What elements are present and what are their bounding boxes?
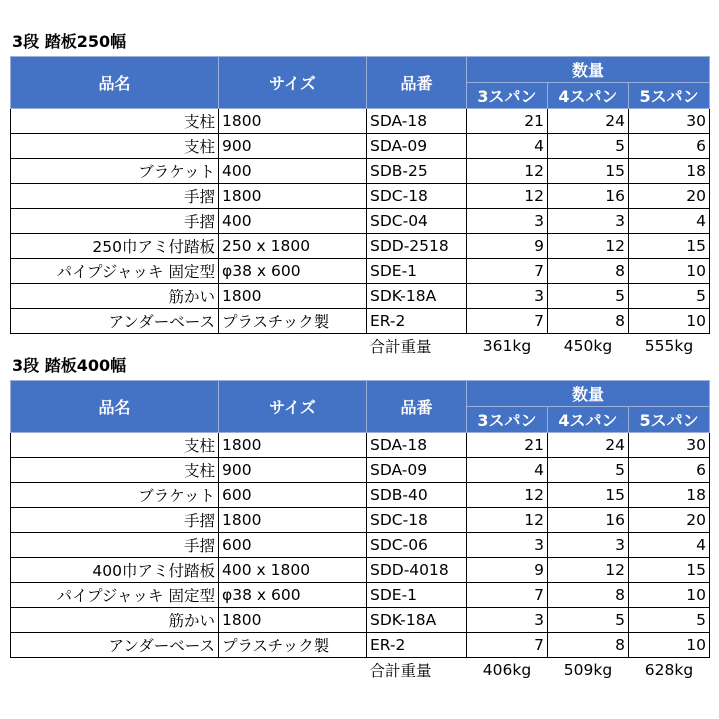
table-row [11, 159, 710, 184]
part-code: ER-2 [367, 633, 467, 658]
table-row [11, 558, 710, 583]
section-title: 3段 踏板250幅 [12, 32, 127, 51]
qty-3-span: 4 [467, 458, 548, 483]
header-span-3: 3スパン [467, 407, 548, 433]
qty-4-span: 24 [548, 433, 629, 458]
qty-3-span: 7 [467, 259, 548, 284]
qty-3-span: 3 [467, 209, 548, 234]
qty-5-span: 6 [629, 458, 710, 483]
part-name: パイプジャッキ 固定型 [11, 259, 219, 284]
part-name: ブラケット [11, 159, 219, 184]
qty-4-span: 12 [548, 558, 629, 583]
table-row [11, 508, 710, 533]
header-span-4: 4スパン [548, 407, 629, 433]
part-name: 筋かい [11, 284, 219, 309]
qty-5-span: 10 [629, 633, 710, 658]
qty-3-span: 12 [467, 184, 548, 209]
header-code: 品番 [367, 57, 467, 109]
header-span-5: 5スパン [629, 407, 710, 433]
part-code: ER-2 [367, 309, 467, 334]
part-code: SDB-40 [367, 483, 467, 508]
qty-5-span: 15 [629, 234, 710, 259]
qty-5-span: 10 [629, 583, 710, 608]
part-name: パイプジャッキ 固定型 [11, 583, 219, 608]
qty-4-span: 12 [548, 234, 629, 259]
part-name: アンダーベース [11, 633, 219, 658]
qty-4-span: 3 [548, 209, 629, 234]
part-size: 1800 [219, 433, 367, 458]
qty-3-span: 21 [467, 433, 548, 458]
part-code: SDE-1 [367, 259, 467, 284]
part-size: 1800 [219, 109, 367, 134]
qty-3-span: 7 [467, 633, 548, 658]
qty-3-span: 3 [467, 284, 548, 309]
table-row [11, 209, 710, 234]
header-span-3: 3スパン [467, 83, 548, 109]
qty-4-span: 5 [548, 458, 629, 483]
part-size: 1800 [219, 608, 367, 633]
qty-4-span: 16 [548, 184, 629, 209]
part-name: ブラケット [11, 483, 219, 508]
qty-4-span: 8 [548, 309, 629, 334]
part-size: 900 [219, 134, 367, 159]
table-row [11, 109, 710, 134]
table-row [11, 134, 710, 159]
qty-5-span: 10 [629, 259, 710, 284]
table-row [11, 259, 710, 284]
part-name: 支柱 [11, 433, 219, 458]
total-weight-4-span: 509kg [563, 661, 613, 679]
part-name: 支柱 [11, 458, 219, 483]
part-size: φ38 x 600 [219, 583, 367, 608]
qty-3-span: 12 [467, 483, 548, 508]
total-weight-3-span: 361kg [482, 337, 532, 355]
total-weight-4-span: 450kg [563, 337, 613, 355]
part-size: φ38 x 600 [219, 259, 367, 284]
table-row [11, 633, 710, 658]
parts-section-400 [10, 352, 709, 682]
qty-4-span: 8 [548, 583, 629, 608]
qty-5-span: 5 [629, 608, 710, 633]
qty-5-span: 4 [629, 209, 710, 234]
qty-4-span: 5 [548, 284, 629, 309]
part-name: 250巾アミ付踏板 [11, 234, 219, 259]
qty-5-span: 5 [629, 284, 710, 309]
qty-3-span: 21 [467, 109, 548, 134]
qty-4-span: 15 [548, 159, 629, 184]
header-size: サイズ [219, 381, 367, 433]
total-weight-3-span: 406kg [482, 661, 532, 679]
table-row [11, 458, 710, 483]
part-code: SDA-09 [367, 134, 467, 159]
table-row [11, 533, 710, 558]
qty-5-span: 30 [629, 433, 710, 458]
qty-4-span: 8 [548, 259, 629, 284]
header-quantity: 数量 [467, 57, 710, 83]
qty-5-span: 18 [629, 483, 710, 508]
part-size: 400 [219, 159, 367, 184]
part-code: SDK-18A [367, 284, 467, 309]
part-name: 手摺 [11, 209, 219, 234]
part-size: 250 x 1800 [219, 234, 367, 259]
part-size: プラスチック製 [219, 309, 367, 334]
part-size: 900 [219, 458, 367, 483]
header-span-5: 5スパン [629, 83, 710, 109]
qty-3-span: 3 [467, 533, 548, 558]
header-span-4: 4スパン [548, 83, 629, 109]
qty-5-span: 15 [629, 558, 710, 583]
qty-4-span: 15 [548, 483, 629, 508]
part-size: 600 [219, 483, 367, 508]
part-name: 手摺 [11, 508, 219, 533]
total-weight-label: 合計重量 [369, 662, 432, 680]
qty-4-span: 3 [548, 533, 629, 558]
total-weight-row [11, 658, 710, 683]
qty-5-span: 6 [629, 134, 710, 159]
parts-section-250 [10, 28, 709, 358]
qty-3-span: 4 [467, 134, 548, 159]
header-name: 品名 [11, 381, 219, 433]
part-name: 支柱 [11, 109, 219, 134]
qty-5-span: 20 [629, 184, 710, 209]
qty-5-span: 20 [629, 508, 710, 533]
part-code: SDD-2518 [367, 234, 467, 259]
table-row [11, 234, 710, 259]
part-code: SDC-18 [367, 508, 467, 533]
table-row [11, 483, 710, 508]
part-code: SDC-06 [367, 533, 467, 558]
part-code: SDC-18 [367, 184, 467, 209]
part-code: SDA-18 [367, 433, 467, 458]
table-row [11, 309, 710, 334]
table-row [11, 583, 710, 608]
header-code: 品番 [367, 381, 467, 433]
qty-5-span: 10 [629, 309, 710, 334]
parts-table [10, 380, 710, 682]
table-row [11, 184, 710, 209]
part-code: SDE-1 [367, 583, 467, 608]
part-name: 手摺 [11, 184, 219, 209]
parts-table [10, 56, 710, 358]
part-code: SDK-18A [367, 608, 467, 633]
part-name: 支柱 [11, 134, 219, 159]
part-name: 400巾アミ付踏板 [11, 558, 219, 583]
qty-4-span: 8 [548, 633, 629, 658]
part-size: プラスチック製 [219, 633, 367, 658]
total-weight-5-span: 555kg [644, 337, 694, 355]
part-name: 筋かい [11, 608, 219, 633]
part-code: SDC-04 [367, 209, 467, 234]
qty-3-span: 3 [467, 608, 548, 633]
qty-3-span: 7 [467, 583, 548, 608]
part-size: 400 x 1800 [219, 558, 367, 583]
section-title: 3段 踏板400幅 [12, 356, 127, 375]
part-size: 600 [219, 533, 367, 558]
qty-4-span: 16 [548, 508, 629, 533]
part-code: SDA-18 [367, 109, 467, 134]
qty-5-span: 4 [629, 533, 710, 558]
table-row [11, 608, 710, 633]
header-size: サイズ [219, 57, 367, 109]
part-size: 1800 [219, 284, 367, 309]
part-size: 400 [219, 209, 367, 234]
part-code: SDA-09 [367, 458, 467, 483]
table-row [11, 433, 710, 458]
qty-3-span: 7 [467, 309, 548, 334]
table-row [11, 284, 710, 309]
total-weight-5-span: 628kg [644, 661, 694, 679]
part-name: 手摺 [11, 533, 219, 558]
qty-3-span: 12 [467, 508, 548, 533]
part-size: 1800 [219, 184, 367, 209]
header-quantity: 数量 [467, 381, 710, 407]
qty-3-span: 9 [467, 558, 548, 583]
qty-3-span: 9 [467, 234, 548, 259]
part-code: SDD-4018 [367, 558, 467, 583]
total-weight-label: 合計重量 [369, 338, 432, 356]
qty-5-span: 30 [629, 109, 710, 134]
part-size: 1800 [219, 508, 367, 533]
qty-4-span: 5 [548, 134, 629, 159]
qty-4-span: 5 [548, 608, 629, 633]
part-code: SDB-25 [367, 159, 467, 184]
header-name: 品名 [11, 57, 219, 109]
qty-5-span: 18 [629, 159, 710, 184]
part-name: アンダーベース [11, 309, 219, 334]
qty-3-span: 12 [467, 159, 548, 184]
qty-4-span: 24 [548, 109, 629, 134]
